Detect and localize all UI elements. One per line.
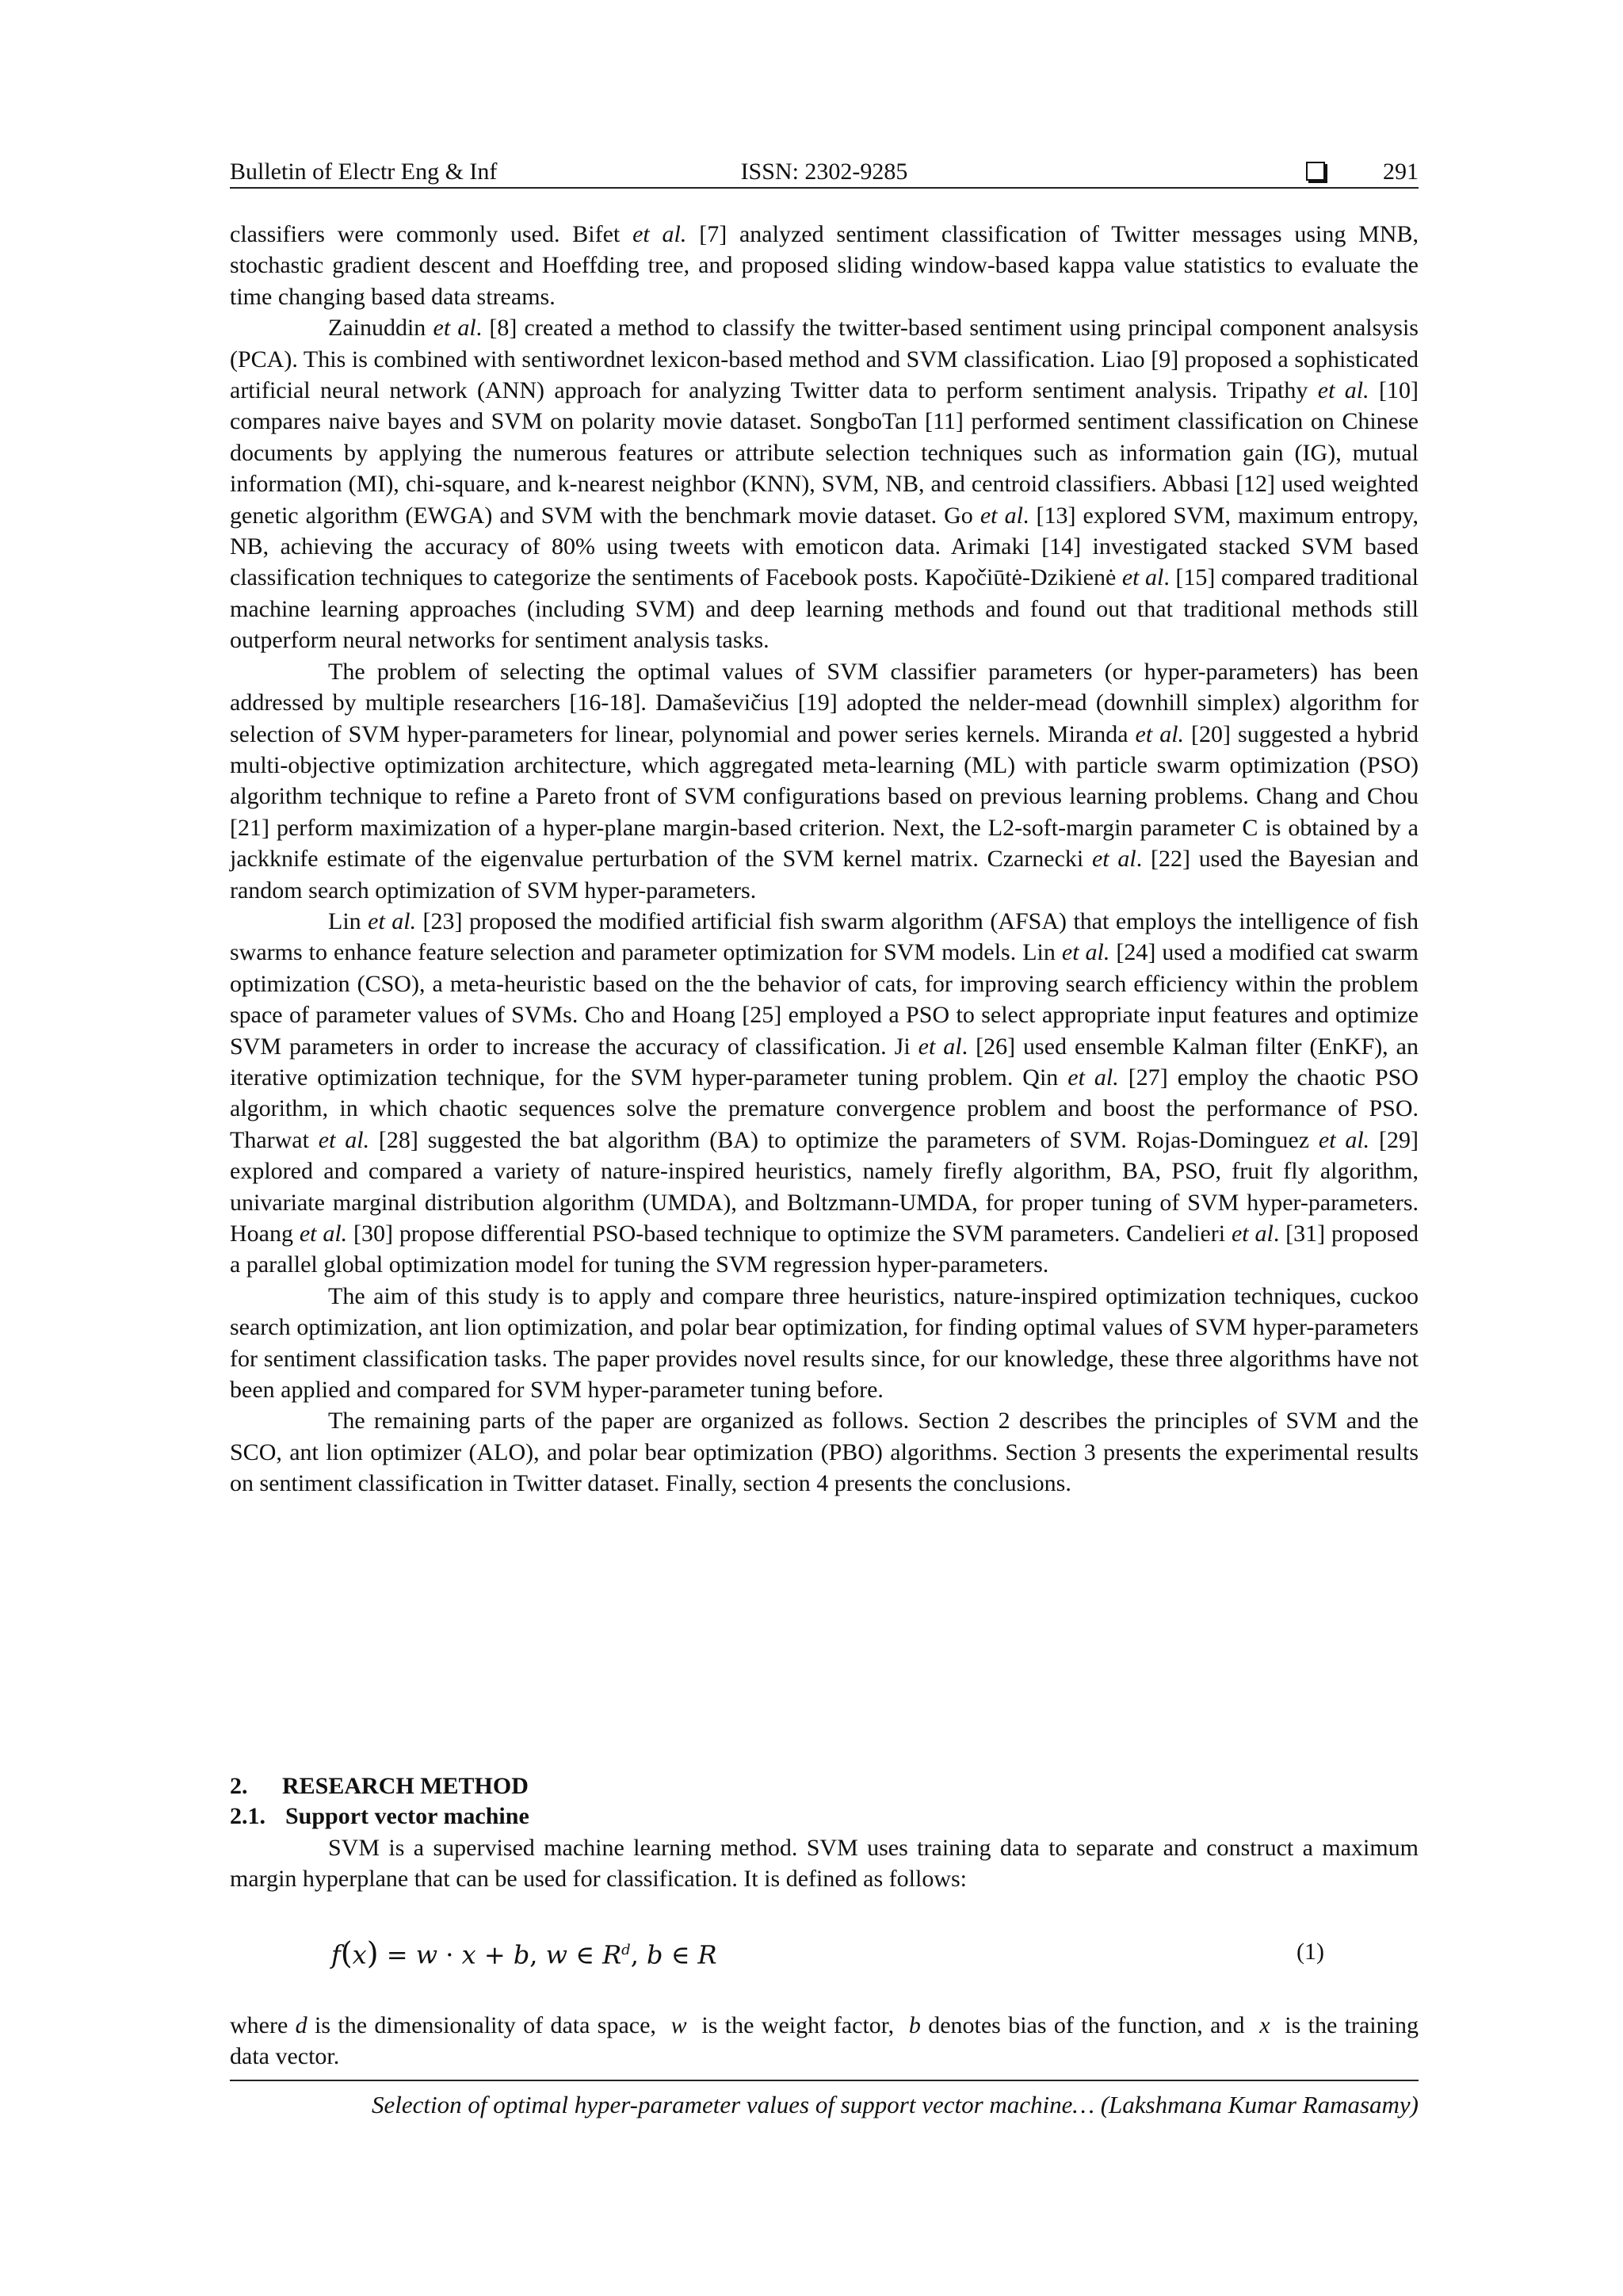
journal-name: Bulletin of Electr Eng & Inf xyxy=(230,159,498,185)
page-header xyxy=(230,154,1419,190)
paragraph: The problem of selecting the optimal values of SVM classifier parameters (or hyper-parameters) has been addressed by multiple researchers [16-18]. Damaševičius [19] adopted the nelder-mead (downhill simplex) algorithm for selection of SVM hyper-parameters for linear, polynomial and power series kernels. Miranda et al. [20] suggested a hybrid multi-objective optimization architecture, which aggregated meta-learning (ML) with particle swarm optimization (PSO) algorithm technique to refine a Pareto front of SVM configurations based on previous learning problems. Chang and Chou [21] perform maximization of a hyper-plane margin-based criterion. Next, the L2-soft-margin parameter C is obtained by a jackknife estimate of the eigenvalue perturbation of the SVM kernel matrix. Czarnecki et al. [22] used the Bayesian and random search optimization of SVM hyper-parameters. xyxy=(230,658,1419,904)
svm-text: SVM is a supervised machine learning method. SVM uses training data to separate and construct a maximum margin hyperplane that can be used for classification. It is defined as follows: xyxy=(230,1835,1419,1893)
footer-rule xyxy=(230,2080,1419,2081)
paragraph: Lin et al. [23] proposed the modified artificial fish swarm algorithm (AFSA) that employs the intelligence of fish swarms to enhance feature selection and parameter optimization for SVM models. Lin et al. [24] used a modified cat swarm optimization (CSO), a meta-heuristic based on the the behavior of cats, for improving search efficiency within the problem space of parameter values of SVMs. Cho and Hoang [25] employed a PSO to select appropriate input features and optimize SVM parameters in order to increase the accuracy of classification. Ji et al. [26] used ensemble Kalman filter (EnKF), an iterative optimization technique, for the SVM hyper-parameter tuning problem. Qin et al. [27] employ the chaotic PSO algorithm, in which chaotic sequences solve the premature convergence problem and boost the performance of PSO. Tharwat et al. [28] suggested the bat algorithm (BA) to optimize the parameters of SVM. Rojas-Dominguez et al. [29] explored and compared a variety of nature-inspired heuristics, namely firefly algorithm, BA, PSO, fruit fly algorithm, univariate marginal distribution algorithm (UMDA), and Boltzmann-UMDA, for proper tuning of SVM hyper-parameters. Hoang et al. [30] propose differential PSO-based technique to optimize the SVM parameters. Candelieri et al. [31] proposed a parallel global optimization model for tuning the SVM regression hyper-parameters. xyxy=(230,907,1419,1278)
paragraph: Zainuddin et al. [8] created a method to classify the twitter-based sentiment using principal component analsysis (PCA). This is combined with sentiwordnet lexicon-based method and SVM classification. Liao [9] proposed a sophisticated artificial neural network (ANN) approach for analyzing Twitter data to perform sentiment analysis. Tripathy et al. [10] compares naive bayes and SVM on polarity movie dataset. SongboTan [11] performed sentiment classification on Chinese documents by applying the numerous features or attribute selection techniques such as information gain (IG), mutual information (MI), chi-square, and k-nearest neighbor (KNN), SVM, NB, and centroid classifiers. Abbasi [12] used weighted genetic algorithm (EWGA) and SVM with the benchmark movie dataset. Go et al. [13] explored SVM, maximum entropy, NB, achieving the accuracy of 80% using tweets with emoticon data. Arimaki [14] investigated stacked SVM based classification techniques to categorize the sentiments of Facebook posts. Kapočiūtė-Dzikienė et al. [15] compared traditional machine learning approaches (including SVM) and deep learning methods and found out that traditional methods still outperform neural networks for sentiment analysis tasks. xyxy=(230,315,1419,654)
page-footer: Selection of optimal hyper-parameter values of support vector machine… (Lakshmana Kumar Ramasamy) xyxy=(372,2091,1419,2118)
section-title: RESEARCH METHOD xyxy=(282,1773,529,1799)
page-number: 291 xyxy=(1383,159,1419,185)
equation-1: f(x) = w · x + b, w ∈ $R^d$, b ∈ R xyxy=(331,1935,717,1971)
box-icon xyxy=(1306,162,1325,181)
where-text: where d is the dimensionality of data space, w is the weight factor, b denotes bias of the function, and x is the training data vector. xyxy=(230,2012,1419,2070)
equation-number: (1) xyxy=(1296,1939,1324,1965)
section-heading xyxy=(230,1771,529,1802)
paragraph: The remaining parts of the paper are organized as follows. Section 2 describes the principles of SVM and the SCO, ant lion optimizer (ALO), and polar bear optimization (PBO) algorithms. Section 3 presents the experimental results on sentiment classification in Twitter dataset. Finally, section 4 presents the conclusions. xyxy=(230,1408,1419,1497)
paragraph: The aim of this study is to apply and compare three heuristics, nature-inspired optimization techniques, cuckoo search optimization, ant lion optimization, and polar bear optimization, for finding optimal values of SVM hyper-parameters for sentiment classification tasks. The paper provides novel results since, for our knowledge, these three algorithms have not been applied and compared for SVM hyper-parameter tuning before. xyxy=(230,1282,1419,1404)
where-paragraph xyxy=(230,2010,1419,2073)
body-text xyxy=(230,219,1419,1499)
subsection-number: 2.1. xyxy=(230,1803,265,1829)
header-rule xyxy=(230,187,1419,189)
subsection-title: Support vector machine xyxy=(285,1803,529,1829)
svm-paragraph xyxy=(230,1832,1419,1895)
paragraph: classifiers were commonly used. Bifet et al. [7] analyzed sentiment classification of Twitter messages using MNB, stochastic gradient descent and Hoeffding tree, and proposed sliding window-based kappa value statistics to evaluate the time changing based data streams. xyxy=(230,221,1419,310)
section-number: 2. xyxy=(230,1773,248,1799)
subsection-heading xyxy=(230,1801,529,1832)
issn: ISSN: 2302-9285 xyxy=(740,159,908,185)
